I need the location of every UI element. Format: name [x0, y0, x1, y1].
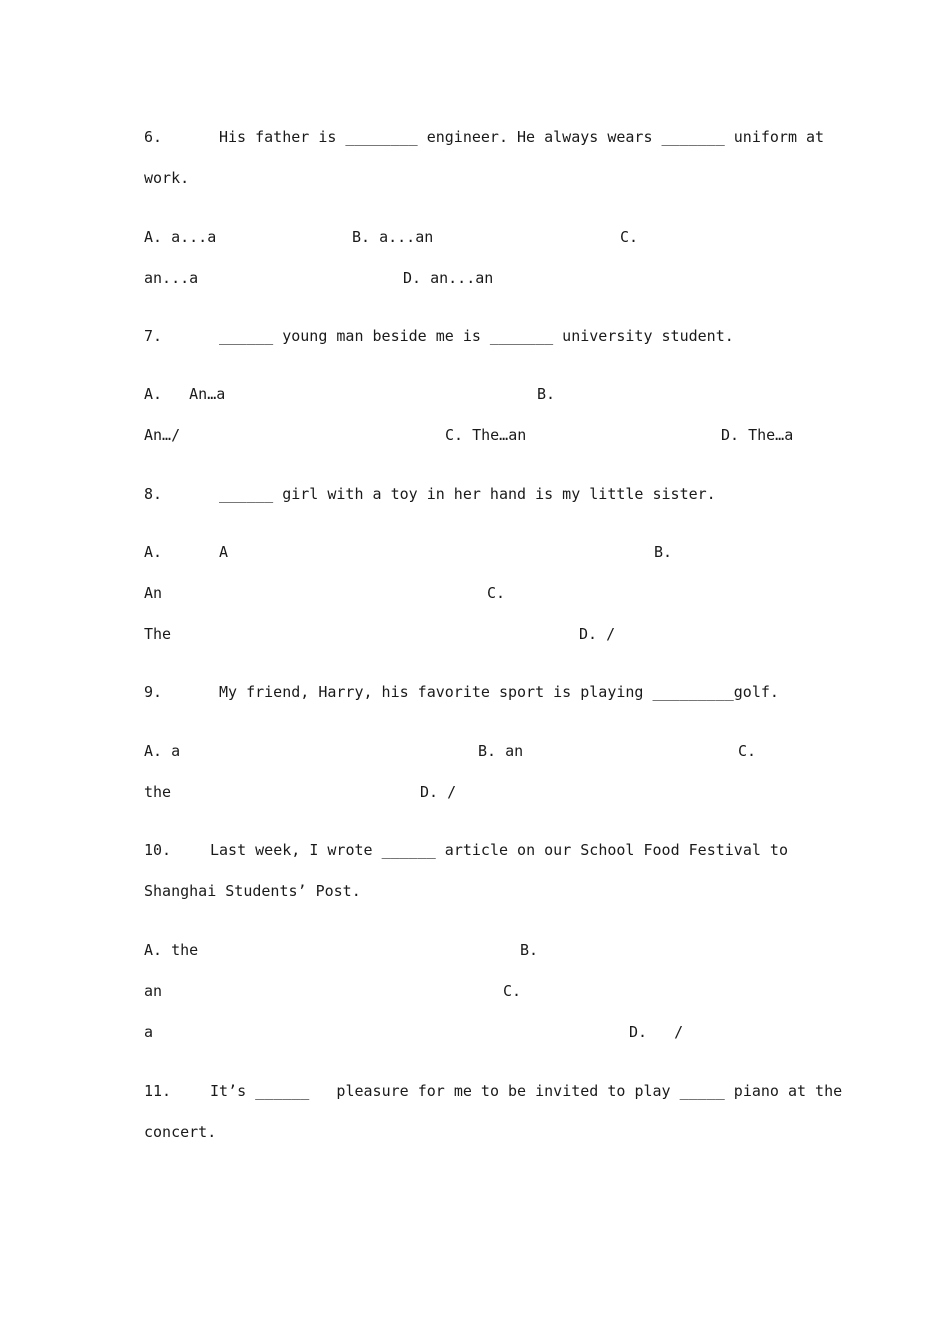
- question-number: 8.: [144, 485, 163, 503]
- question-stem-continued: work.: [144, 169, 190, 187]
- option-b-value: An…/: [144, 426, 181, 444]
- option-a-value: A: [219, 543, 229, 561]
- option-a: A. An…a: [144, 385, 226, 403]
- question-stem: My friend, Harry, his favorite sport is playing _________golf.: [219, 683, 779, 701]
- option-c-label: C.: [503, 982, 522, 1000]
- option-d: D. /: [420, 783, 457, 801]
- option-c-label: C.: [620, 228, 639, 246]
- question-stem-continued: concert.: [144, 1123, 217, 1141]
- option-c-label: C.: [487, 584, 506, 602]
- option-c-label: C.: [738, 742, 757, 760]
- option-d: D. /: [629, 1023, 684, 1041]
- option-a: A. a...a: [144, 228, 217, 246]
- option-b-value: An: [144, 584, 163, 602]
- option-c-value: The: [144, 625, 172, 643]
- option-c: C. The…an: [445, 426, 527, 444]
- option-a: A. the: [144, 941, 199, 959]
- question-stem-continued: Shanghai Students’ Post.: [144, 882, 361, 900]
- question-number: 10.: [144, 841, 172, 859]
- question-number: 6.: [144, 128, 163, 146]
- option-c-value: an...a: [144, 269, 199, 287]
- option-c-value: a: [144, 1023, 154, 1041]
- option-a: A. a: [144, 742, 181, 760]
- option-a-label: A.: [144, 543, 163, 561]
- option-d: D. The…a: [721, 426, 794, 444]
- question-stem: It’s ______ pleasure for me to be invited to play _____ piano at the: [210, 1082, 843, 1100]
- question-stem: ______ young man beside me is _______ university student.: [219, 327, 734, 345]
- question-number: 11.: [144, 1082, 172, 1100]
- question-stem: ______ girl with a toy in her hand is my little sister.: [219, 485, 716, 503]
- question-stem: His father is ________ engineer. He always wears _______ uniform at: [219, 128, 825, 146]
- option-b: B. an: [478, 742, 524, 760]
- question-number: 7.: [144, 327, 163, 345]
- option-b-label: B.: [520, 941, 539, 959]
- option-d: D. an...an: [403, 269, 494, 287]
- option-b-label: B.: [537, 385, 556, 403]
- question-number: 9.: [144, 683, 163, 701]
- option-b: B. a...an: [352, 228, 434, 246]
- option-b-label: B.: [654, 543, 673, 561]
- question-stem: Last week, I wrote ______ article on our School Food Festival to: [210, 841, 788, 859]
- option-d: D. /: [579, 625, 616, 643]
- option-b-value: an: [144, 982, 163, 1000]
- option-c-value: the: [144, 783, 172, 801]
